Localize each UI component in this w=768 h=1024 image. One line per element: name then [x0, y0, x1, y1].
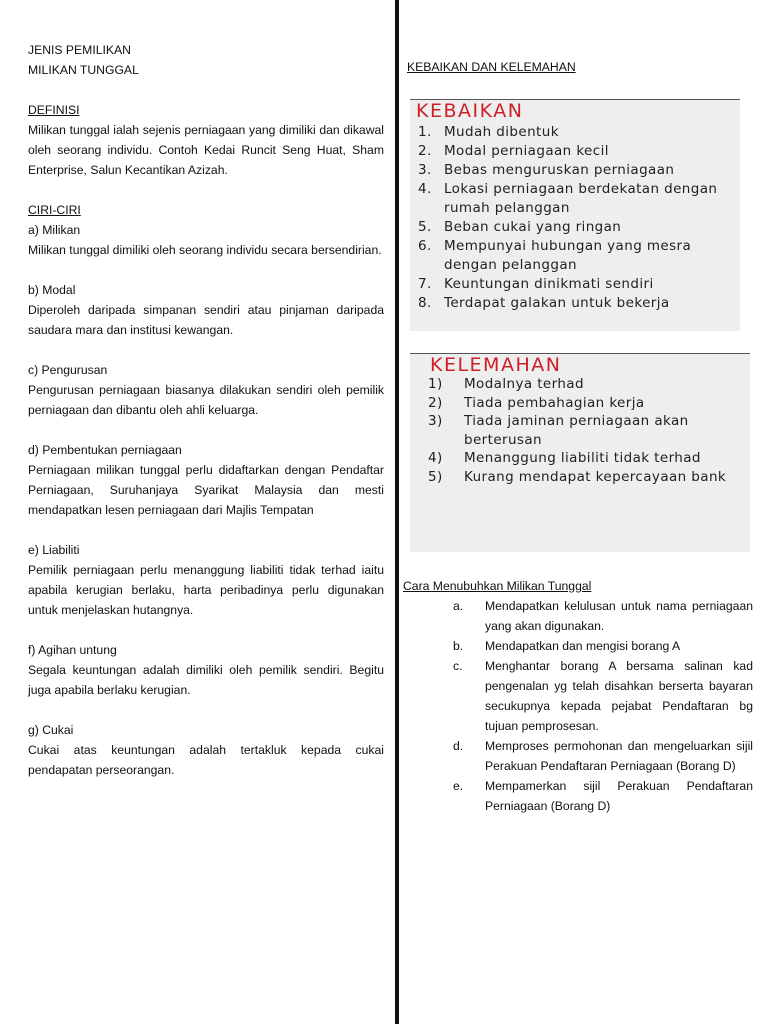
ciri-label-modal: b) Modal [28, 283, 76, 297]
kelemahan-list [428, 375, 746, 486]
list-item [428, 412, 746, 449]
list-item [418, 142, 736, 161]
item-text: Tiada pembahagian kerja [464, 394, 645, 411]
ciri-text-liabiliti: Pemilik perniagaan perlu menanggung liabiliti tidak terhad iaitu apabila kerugian berlaku, harta peribadinya perlu digunakan untuk menjelaskan hutangnya. [28, 563, 384, 617]
item-number: 5. [418, 219, 432, 235]
kebaikan-kelemahan-heading: KEBAIKAN DAN KELEMAHAN [407, 60, 576, 74]
list-item [418, 294, 736, 313]
list-item [418, 123, 736, 142]
ciri-label-agihan-untung: f) Agihan untung [28, 643, 117, 657]
item-number: 1. [418, 124, 432, 140]
item-text: Mempunyai hubungan yang mesra dengan pelanggan [444, 238, 692, 273]
kelemahan-title: KELEMAHAN [430, 354, 562, 376]
item-text: Lokasi perniagaan berdekatan dengan rumah pelanggan [444, 181, 718, 216]
list-item [418, 180, 736, 218]
list-item [428, 468, 746, 487]
item-text: Keuntungan dinikmati sendiri [444, 276, 654, 292]
list-item [428, 449, 746, 468]
ciri-label-liabiliti: e) Liabiliti [28, 543, 80, 557]
list-item [428, 394, 746, 413]
item-letter: e. [453, 779, 464, 793]
list-item [403, 636, 753, 656]
ciri-label-pengurusan: c) Pengurusan [28, 363, 108, 377]
ciri-text-agihan-untung: Segala keuntungan adalah dimiliki oleh pemilik sendiri. Begitu juga apabila berlaku kerugian. [28, 663, 384, 697]
item-number: 2. [418, 143, 432, 159]
item-text: Mendapatkan dan mengisi borang A [485, 639, 681, 653]
ciri-text-pengurusan: Pengurusan perniagaan biasanya dilakukan sendiri oleh pemilik perniagaan dan dibantu oleh ahli keluarga. [28, 383, 384, 417]
definisi-text: Milikan tunggal ialah sejenis perniagaan yang dimiliki dan dikawal oleh seorang individu. Contoh Kedai Runcit Seng Huat, Sham Enterprise, Salun Kecantikan Azizah. [28, 123, 384, 177]
item-number: 6. [418, 238, 432, 254]
item-letter: a. [453, 599, 464, 613]
list-item [418, 161, 736, 180]
item-number: 4. [418, 181, 432, 197]
item-number: 4) [428, 450, 443, 466]
kebaikan-title: KEBAIKAN [416, 100, 524, 122]
ciri-text-modal: Diperoleh daripada simpanan sendiri atau pinjaman daripada saudara mara dan institusi kewangan. [28, 303, 384, 337]
item-text: Terdapat galakan untuk bekerja [444, 295, 670, 311]
item-number: 3) [428, 413, 443, 429]
item-text: Menghantar borang A bersama salinan kad pengenalan yg telah disahkan berserta bayaran secukupnya kepada pejabat Pendaftaran bg tujuan pemprosesan. [485, 659, 753, 733]
item-text: Mudah dibentuk [444, 124, 559, 140]
list-item [403, 736, 753, 776]
item-text: Modalnya terhad [464, 376, 584, 392]
item-text: Mempamerkan sijil Perakuan Pendaftaran Perniagaan (Borang D) [485, 779, 753, 813]
item-text: Tiada jaminan perniagaan akan berterusan [464, 413, 689, 448]
item-text: Memproses permohonan dan mengeluarkan sijil Perakuan Pendaftaran Perniagaan (Borang D) [485, 739, 753, 773]
item-letter: b. [453, 639, 464, 653]
kelemahan-box [410, 353, 750, 552]
item-number: 5) [428, 468, 443, 485]
list-item [428, 375, 746, 394]
list-item [403, 596, 753, 636]
item-text: Mendapatkan kelulusan untuk nama perniagaan yang akan digunakan. [485, 599, 753, 633]
list-item [403, 656, 753, 736]
cara-list [403, 596, 753, 816]
kebaikan-list [418, 123, 736, 313]
ciri-label-milikan: a) Milikan [28, 223, 81, 237]
left-column [28, 40, 384, 780]
list-item [418, 218, 736, 237]
ciri-text-cukai: Cukai atas keuntungan adalah tertakluk kepada cukai pendapatan perseorangan. [28, 743, 384, 777]
item-text: Menanggung liabiliti tidak terhad [464, 450, 701, 466]
heading-milikan-tunggal: MILIKAN TUNGGAL [28, 63, 139, 77]
ciri-text-milikan: Milikan tunggal dimiliki oleh seorang individu secara bersendirian. [28, 243, 382, 257]
item-text: Bebas menguruskan perniagaan [444, 162, 675, 178]
ciri-label-cukai: g) Cukai [28, 723, 74, 737]
ciri-text-pembentukan: Perniagaan milikan tunggal perlu didaftarkan dengan Pendaftar Perniagaan, Suruhanjaya Syarikat Malaysia dan mesti mendapatkan lesen perniagaan dari Majlis Tempatan [28, 463, 384, 517]
item-text: Beban cukai yang ringan [444, 219, 622, 235]
cara-title: Cara Menubuhkan Milikan Tunggal [403, 579, 592, 593]
ciri-ciri-title: CIRI-CIRI [28, 203, 81, 217]
item-text: Modal perniagaan kecil [444, 143, 609, 159]
item-letter: c. [453, 659, 463, 673]
item-number: 8. [418, 295, 432, 311]
item-number: 7. [418, 276, 432, 292]
heading-jenis-pemilikan: JENIS PEMILIKAN [28, 43, 131, 57]
item-number: 3. [418, 162, 432, 178]
ciri-label-pembentukan: d) Pembentukan perniagaan [28, 443, 182, 457]
definisi-title: DEFINISI [28, 103, 80, 117]
item-number: 2) [428, 394, 443, 411]
list-item [403, 776, 753, 816]
item-text: Kurang mendapat kepercayaan bank [464, 468, 727, 485]
list-item [418, 237, 736, 275]
item-letter: d. [453, 739, 464, 753]
column-divider [395, 0, 399, 1024]
kebaikan-box [410, 99, 740, 331]
cara-section [403, 576, 753, 816]
item-number: 1) [428, 376, 443, 392]
list-item [418, 275, 736, 294]
